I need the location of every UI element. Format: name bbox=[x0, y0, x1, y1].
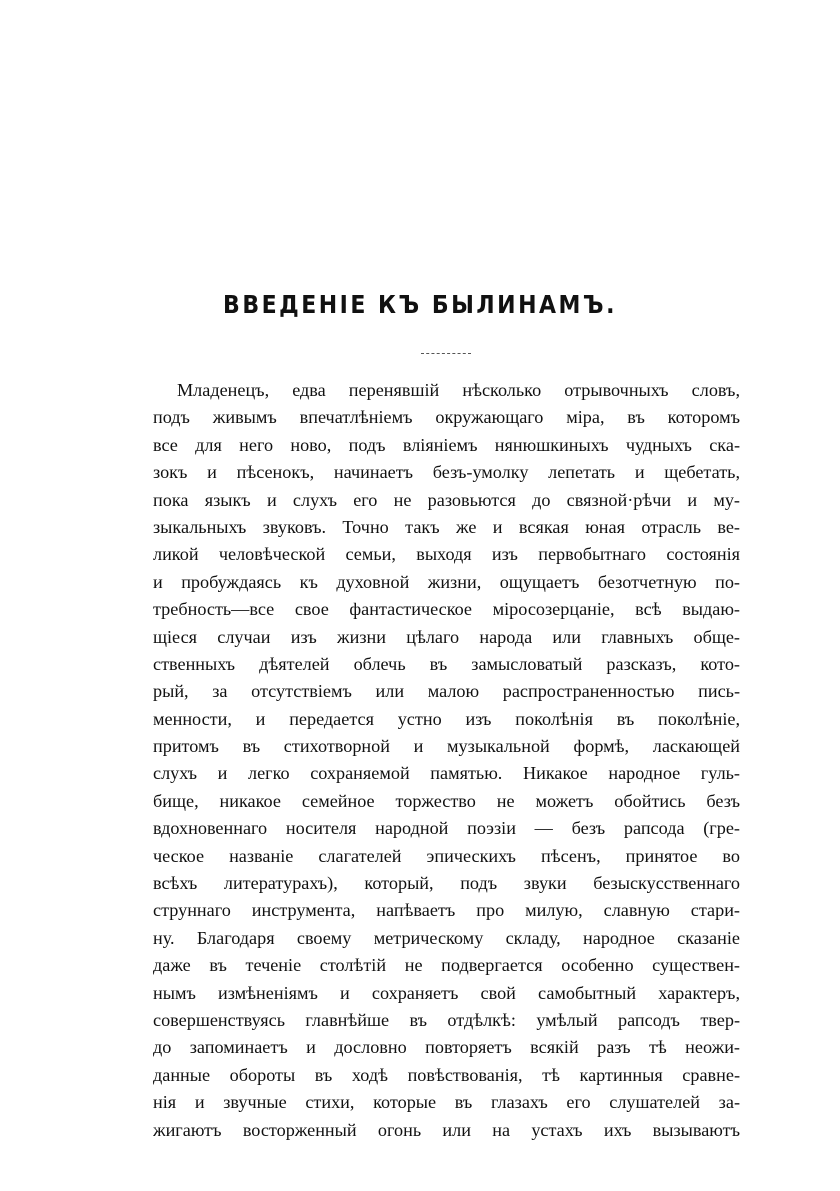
text-line: данные обороты въ ходѣ повѣствованiя, тѣ картинныя сравне- bbox=[153, 1064, 740, 1085]
text-line: притомъ въ стихотворной и музыкальной формѣ, ласкающей bbox=[153, 736, 740, 757]
text-line: всѣхъ литературахъ), который, подъ звуки безыскусственнаго bbox=[153, 873, 740, 894]
text-line: вдохновеннаго носителя народной поэзiи — безъ рапсода (гре- bbox=[153, 818, 740, 839]
text-line: до запоминаетъ и дословно повторяетъ всякiй разъ тѣ неожи- bbox=[153, 1037, 740, 1058]
text-line: требность—все свое фантастическое мiросозерцанiе, всѣ выдаю- bbox=[153, 599, 740, 620]
text-line: нiя и звучные стихи, которые въ глазахъ его слушателей за- bbox=[153, 1092, 740, 1113]
text-line: все для него ново, подъ влiянiемъ нянюшкиныхъ чудныхъ ска- bbox=[153, 434, 740, 455]
text-line: даже въ теченiе столѣтiй не подвергается особенно существен- bbox=[153, 955, 740, 976]
text-line: ликой человѣческой семьи, выходя изъ первобытнаго состоянiя bbox=[153, 544, 740, 565]
text-line: щiеся случаи изъ жизни цѣлаго народа или главныхъ обще- bbox=[153, 626, 740, 647]
text-line: менности, и передается устно изъ поколѣнiя въ поколѣнiе, bbox=[153, 708, 740, 729]
text-line: подъ живымъ впечатлѣнiемъ окружающаго мiра, въ которомъ bbox=[153, 407, 740, 428]
text-line: струннаго инструмента, напѣваетъ про милую, славную стари- bbox=[153, 900, 740, 921]
text-line: пока языкъ и слухъ его не разовьются до связной·рѣчи и му- bbox=[153, 489, 740, 510]
text-line: нымъ измѣненiямъ и сохраняетъ свой самобытный характеръ, bbox=[153, 982, 740, 1003]
ornamental-divider bbox=[421, 353, 471, 354]
text-line: совершенствуясь главнѣйше въ отдѣлкѣ: умѣлый рапсодъ твер- bbox=[153, 1009, 740, 1030]
text-line: и пробуждаясь къ духовной жизни, ощущаетъ безотчетную по- bbox=[153, 571, 740, 592]
text-line: ческое названiе слагателей эпическихъ пѣсенъ, принятое во bbox=[153, 845, 740, 866]
text-line: зокъ и пѣсенокъ, начинаетъ безъ-умолку лепетать и щебетать, bbox=[153, 462, 740, 483]
text-line: зыкальныхъ звуковъ. Точно такъ же и всякая юная отрасль ве- bbox=[153, 516, 740, 537]
text-line: ственныхъ дѣятелей облечь въ замысловатый разсказъ, кото- bbox=[153, 653, 740, 674]
text-line: рый, за отсутствiемъ или малою распространенностью пись- bbox=[153, 681, 740, 702]
body-paragraph bbox=[153, 377, 740, 1144]
text-line: слухъ и легко сохраняемой памятью. Никакое народное гуль- bbox=[153, 763, 740, 784]
text-line: ну. Благодаря своему метрическому складу, народное сказанiе bbox=[153, 927, 740, 948]
text-line: Младенецъ, едва перенявшiй нѣсколько отрывочныхъ словъ, bbox=[177, 380, 740, 400]
text-line: бище, никакое семейное торжество не можетъ обойтись безъ bbox=[153, 790, 740, 811]
text-line: жигаютъ восторженный огонь или на устахъ ихъ вызываютъ bbox=[153, 1119, 740, 1140]
page-title: ВВЕДЕНIЕ КЪ БЫЛИНАМЪ. bbox=[223, 291, 617, 320]
